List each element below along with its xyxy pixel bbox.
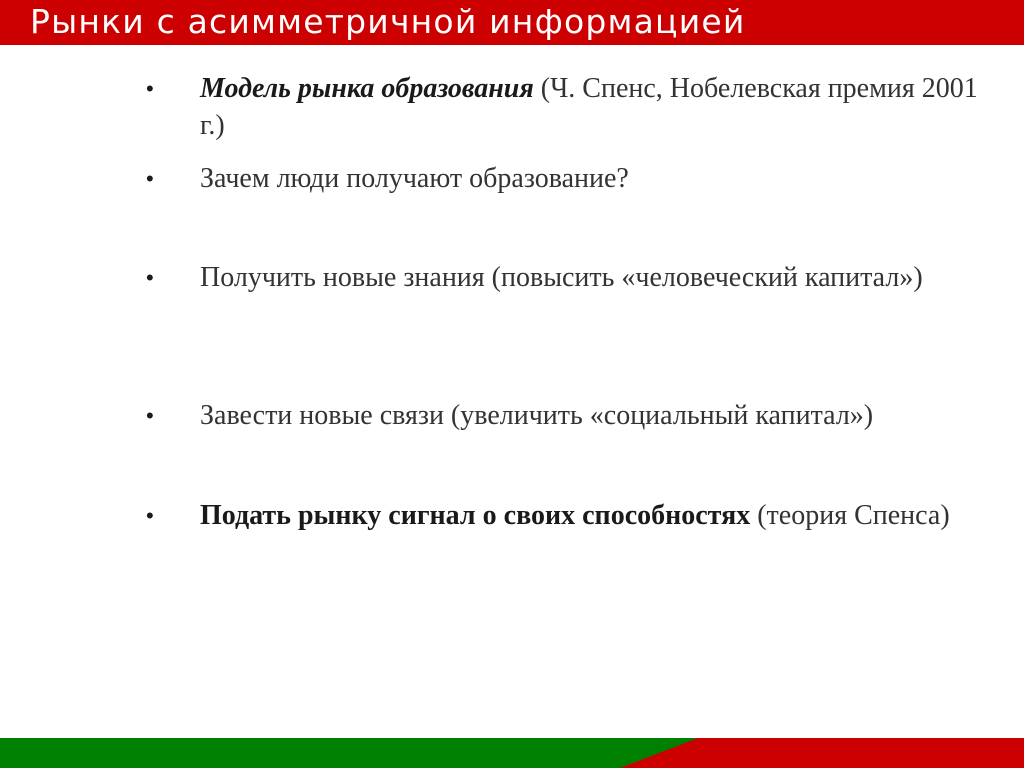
bullet-item-education-model bbox=[146, 70, 990, 144]
bullet-emphasis: Модель рынка образования bbox=[200, 73, 534, 104]
bullet-text: Зачем люди получают образование? bbox=[200, 163, 629, 194]
bullet-item-question bbox=[146, 160, 990, 197]
bullet-item-human-capital bbox=[146, 259, 990, 296]
bullet-item-signal bbox=[146, 497, 990, 534]
bullet-text: (теория Спенса) bbox=[750, 500, 950, 531]
bullet-item-social-capital bbox=[146, 397, 990, 434]
bullet-marker: • bbox=[146, 403, 154, 428]
slide-title: Рынки с асимметричной информацией bbox=[30, 2, 746, 41]
footer-band bbox=[0, 738, 1024, 768]
bullet-text: (Ч. Спенс, Нобелевская премия 2001 г.) bbox=[200, 73, 978, 141]
bullet-marker: • bbox=[146, 166, 154, 191]
bullet-marker: • bbox=[146, 265, 154, 290]
bullet-text: Получить новые знания (повысить «человеческий капитал») bbox=[200, 262, 923, 293]
bullet-marker: • bbox=[146, 503, 154, 528]
bullet-emphasis: Подать рынку сигнал о своих способностях bbox=[200, 500, 751, 531]
bullet-marker: • bbox=[146, 76, 154, 101]
bullet-text: Завести новые связи (увеличить «социальный капитал») bbox=[200, 400, 874, 431]
footer-green-band bbox=[0, 738, 698, 768]
